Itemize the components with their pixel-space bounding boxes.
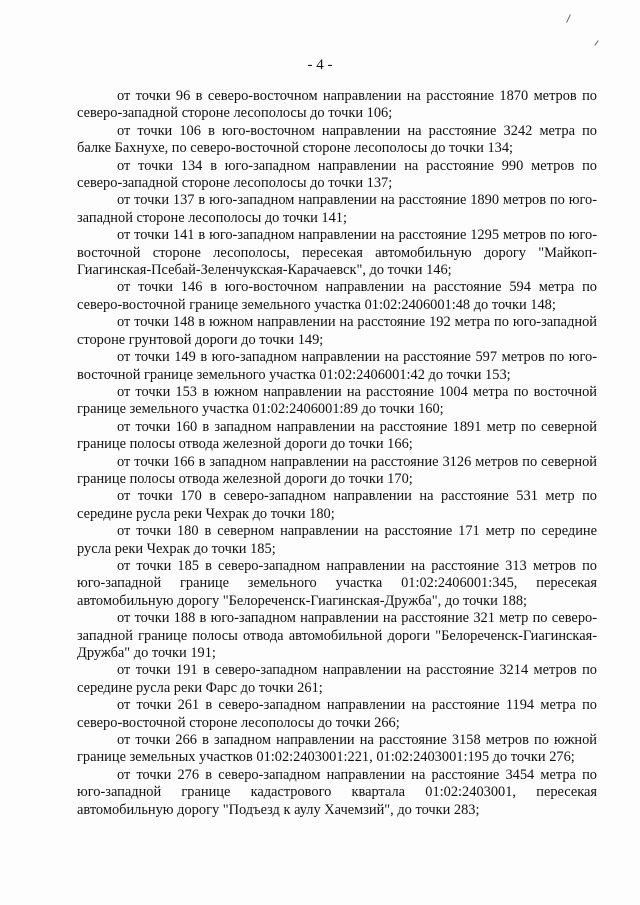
scan-mark [566,14,571,23]
paragraph: от точки 166 в западном направлении на расстояние 3126 метров по северной границе полосы отвода железной дороги до точки 170; [77,453,597,487]
paragraph: от точки 188 в юго-западном направлении на расстояние 321 метр по северо-западной границе полосы отвода автомобильной дороги "Белореченск-Гиагинская-Дружба" до точки 191; [77,610,597,661]
paragraph: от точки 148 в южном направлении на расстояние 192 метра по юго-западной стороне грунтовой дороги до точки 149; [77,314,597,348]
document-body [77,88,597,819]
paragraph: от точки 149 в юго-западном направлении на расстояние 597 метров по юго-восточной границе земельного участка 01:02:2406001:42 до точки 153; [77,349,597,383]
paragraph: от точки 191 в северо-западном направлении на расстояние 3214 метров по середине русла реки Фарс до точки 261; [77,662,597,696]
paragraph: от точки 185 в северо-западном направлении на расстояние 313 метров по юго-западной границе земельного участка 01:02:2406001:345, пересекая автомобильную дорогу "Белореченск-Гиагинская-Дружба", до точки 188; [77,557,597,609]
paragraph: от точки 261 в северо-западном направлении на расстояние 1194 метра по северо-восточной стороне лесополосы до точки 266; [77,697,597,731]
page-number: - 4 - [307,57,333,73]
paragraph: от точки 180 в северном направлении на расстояние 171 метр по середине русла реки Чехрак до точки 185; [77,523,597,557]
paragraph: от точки 146 в юго-восточном направлении на расстояние 594 метра по северо-восточной границе земельного участка 01:02:2406001:48 до точки 148; [77,279,597,313]
paragraph: от точки 96 в северо-восточном направлении на расстояние 1870 метров по северо-западной стороне лесополосы до точки 106; [77,88,597,122]
paragraph: от точки 160 в западном направлении на расстояние 1891 метр по северной границе полосы отвода железной дороги до точки 166; [77,418,597,453]
scan-mark [594,40,598,45]
paragraph: от точки 141 в юго-западном направлении на расстояние 1295 метров по юго-восточной стороне лесополосы, пересекая автомобильную дорогу "Майкоп-Гиагинская-Псебай-Зеленчукская-Карачаевск", до точки 146; [77,227,597,279]
paragraph: от точки 170 в северо-западном направлении на расстояние 531 метр по середине русла реки Чехрак до точки 180; [77,488,597,522]
paragraph: от точки 106 в юго-восточном направлении на расстояние 3242 метра по балке Бахнухе, по северо-восточной стороне лесополосы до точки 134; [77,122,597,157]
paragraph: от точки 276 в северо-западном направлении на расстояние 3454 метра по юго-западной границе кадастрового квартала 01:02:2403001, пересекая автомобильную дорогу "Подъезд к аулу Хачемзий", до точки 283; [77,766,597,818]
paragraph: от точки 134 в юго-западном направлении на расстояние 990 метров по северо-западной стороне лесополосы до точки 137; [77,157,597,192]
paragraph: от точки 266 в западном направлении на расстояние 3158 метров по южной границе земельных участков 01:02:2403001:221, 01:02:2403001:195 до точки 276; [77,732,597,766]
paragraph: от точки 137 в юго-западном направлении на расстояние 1890 метров по юго-западной стороне лесополосы до точки 141; [77,192,597,226]
paragraph: от точки 153 в южном направлении на расстояние 1004 метра по восточной границе земельного участка 01:02:2406001:89 до точки 160; [77,383,597,418]
